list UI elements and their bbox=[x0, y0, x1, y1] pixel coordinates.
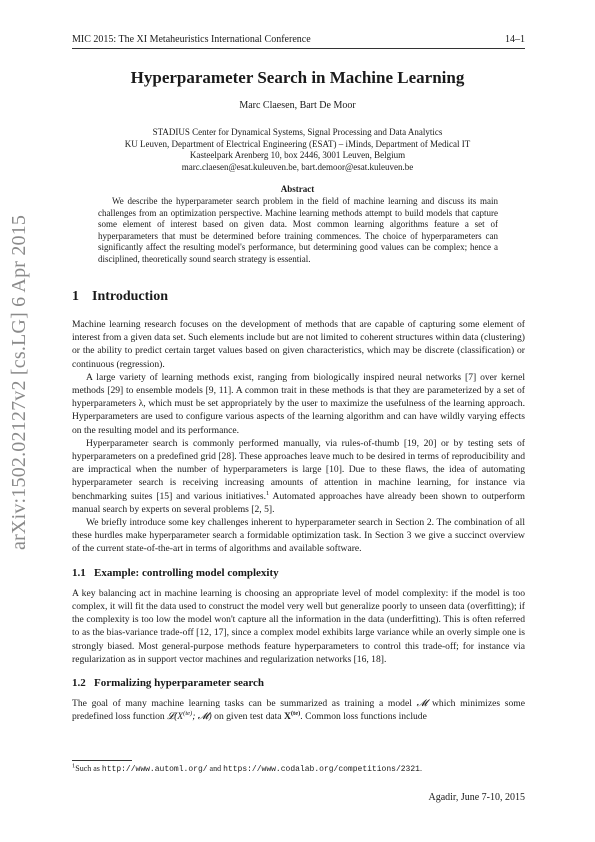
footnote-link-automl[interactable]: http://www.automl.org/ bbox=[101, 765, 208, 774]
running-header-conference: MIC 2015: The XI Metaheuristics International Conference bbox=[72, 34, 311, 45]
paragraph: A key balancing act in machine learning is choosing an appropriate level of model complexity: if the model is too complex, it will fit the data used to construct the model very well but generalize poorly to unseen data (overfitting); if the complexity is too low the model won't capture all the information in the data (underfitting). This is often referred to as the bias-variance trade-off [12, 17], since a complex model exhibits large variance while an overly simple one is strongly biased. Most general-purpose methods feature hyperparameters to control this trade-off; for instance via regularization as in support vector machines and regularization networks [16, 18]. bbox=[72, 587, 525, 665]
page-footer-venue: Agadir, June 7-10, 2015 bbox=[428, 792, 525, 803]
section-number: 1 bbox=[72, 289, 79, 304]
footnote-number: 1 bbox=[72, 762, 76, 770]
paragraph-text: which minimizes some predefined loss function bbox=[72, 698, 525, 723]
math-test-data: $X^{(te)}$ bbox=[283, 710, 301, 723]
footnote-marker[interactable]: 1 bbox=[266, 489, 270, 497]
header-rule bbox=[72, 48, 525, 49]
paragraph-text: on given test data bbox=[214, 711, 282, 723]
subsection-title: Example: controlling model complexity bbox=[94, 566, 279, 579]
footnote-text: Such as bbox=[75, 764, 102, 773]
subsection-heading-formalizing bbox=[72, 677, 525, 690]
footnote-rule bbox=[72, 760, 132, 761]
subsection-number: 1.1 bbox=[72, 566, 86, 579]
author-emails[interactable]: marc.claesen@esat.kuleuven.be, bart.demoor@esat.kuleuven.be bbox=[181, 161, 414, 172]
paper-authors: Marc Claesen, Bart De Moor bbox=[239, 100, 356, 111]
affiliation-line: KU Leuven, Department of Electrical Engineering (ESAT) – iMinds, Department of Medical IT bbox=[124, 138, 471, 149]
paper-title: Hyperparameter Search in Machine Learning bbox=[130, 68, 465, 87]
section-heading-introduction bbox=[72, 289, 168, 305]
footnote-text: . bbox=[419, 764, 422, 773]
paragraph-text: . Common loss functions include bbox=[300, 711, 427, 723]
math-loss-function: $𝓛(X^{(te)}$; 𝓜) bbox=[167, 710, 212, 723]
subsection-title: Formalizing hyperparameter search bbox=[94, 677, 265, 690]
paragraph: Machine learning research focuses on the development of methods that are capable of capturing some element of interest from a given data set. Such elements include but are not limited to coherent structures within data (clustering) or the ability to predict certain target values based on given characteristics, which may be discrete (classification) or continuous (regression). bbox=[72, 319, 525, 370]
footnote-text: and bbox=[207, 764, 224, 773]
section-title: Introduction bbox=[92, 289, 168, 304]
math-model-symbol: 𝓜 bbox=[416, 698, 428, 710]
footnote-link-codalab[interactable]: https://www.codalab.org/competitions/2321 bbox=[223, 765, 420, 774]
paragraph-text: Hyperparameter search is commonly performed manually, via rules-of-thumb [19, 20] or by testing sets of hyperparameters on a predefined grid [28]. These approaches leave much to be desired in terms of reproducibility and are impractical when the number of hyperparameters is large [10]. Due to these flaws, the idea of automating hyperparameter search is receiving increasing amounts of attention in machine learning, for instance via benchmarking suites [15] and various initiatives. bbox=[72, 437, 525, 502]
paragraph-text: The goal of many machine learning tasks can be summarized as training a model bbox=[72, 698, 412, 710]
paragraph: We briefly introduce some key challenges inherent to hyperparameter search in Section 2. The combination of all these hurdles make hyperparameter search a formidable optimization task. In Section 3 we give a succinct overview of the current state-of-the-art in terms of algorithms and available software. bbox=[72, 517, 525, 555]
subsection-heading-model-complexity bbox=[72, 567, 525, 580]
affiliation-block bbox=[72, 127, 523, 173]
main-body bbox=[72, 318, 525, 724]
abstract-heading: Abstract bbox=[280, 184, 315, 194]
paragraph bbox=[72, 437, 525, 516]
paragraph: A large variety of learning methods exist, ranging from biologically inspired neural networks [7] over kernel methods [29] to ensemble models [9, 11]. A common trait in these methods is that they are parameterized by a set of hyperparameters λ, which must be set appropriately by the user to maximize the usefulness of the learning approach. Hyperparameters are used to configure various aspects of the learning algorithm and can have wildly varying effects on the resulting model and its performance. bbox=[72, 371, 525, 436]
affiliation-line: Kasteelpark Arenberg 10, box 2446, 3001 Leuven, Belgium bbox=[189, 150, 406, 161]
subsection-number: 1.2 bbox=[72, 677, 86, 690]
running-header-page-number: 14–1 bbox=[505, 34, 525, 45]
abstract-text: We describe the hyperparameter search problem in the field of machine learning and discuss its main challenges from an optimization perspective. Machine learning methods attempt to build models that capture some element of interest based on given data. Most common learning algorithms feature a set of hyperparameters that must be determined before training commences. The choice of hyperparameters can significantly affect the resulting model's performance, but determining good values can be complex; hence a disciplined, theoretically sound search strategy is essential. bbox=[98, 196, 498, 264]
footnote bbox=[72, 764, 422, 774]
paragraph bbox=[72, 697, 525, 723]
affiliation-line: STADIUS Center for Dynamical Systems, Signal Processing and Data Analytics bbox=[152, 127, 443, 137]
arxiv-sidebar-stamp: arXiv:1502.02127v2 [cs.LG] 6 Apr 2015 bbox=[8, 214, 30, 550]
paragraph-text: Automated approaches have already been shown to outperform manual search by experts on several problems [2, 5]. bbox=[72, 490, 525, 515]
